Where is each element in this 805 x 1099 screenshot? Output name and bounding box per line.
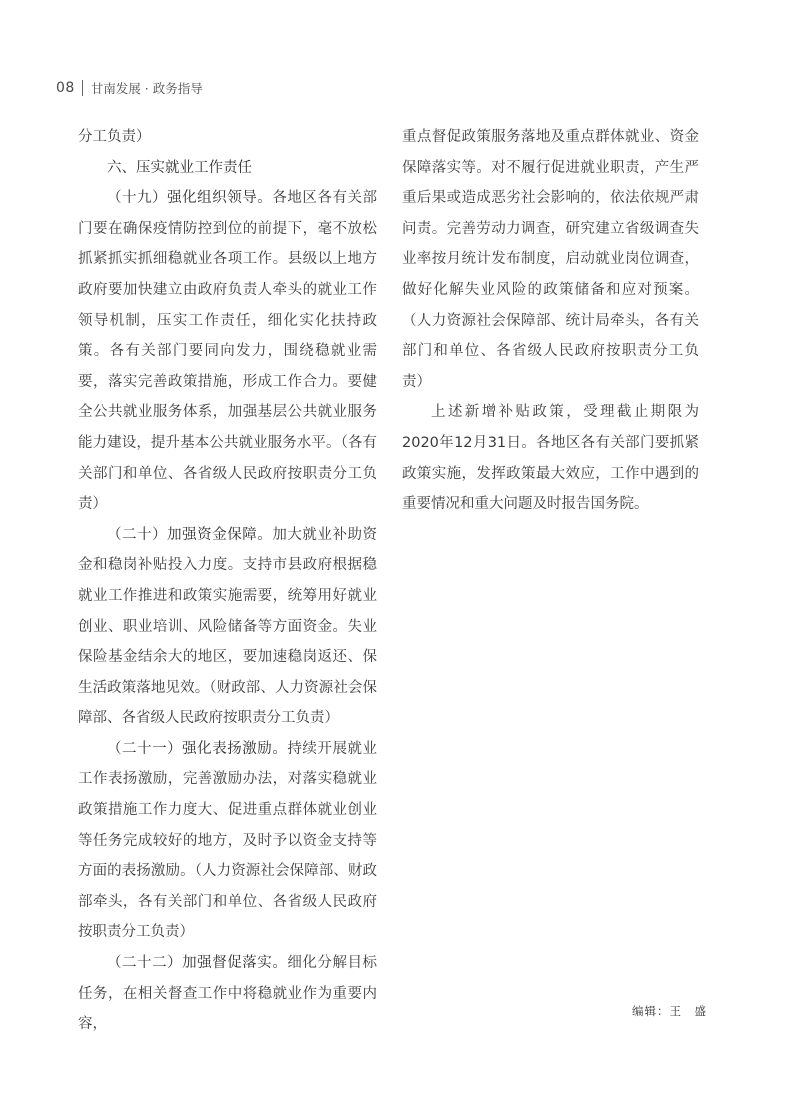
page-number: 08 [56, 80, 75, 96]
paragraph-20 [78, 520, 377, 734]
paragraph-22-continuation: 重点督促政策服务落地及重点群体就业、资金保障落实等。对不履行促进就业职责，产生严重后果或造成恶劣社会影响的，依法依规严肃问责。完善劳动力调查，研究建立省级调查失业率按月统计发布制度，启动就业岗位调查，做好化解失业风险的政策储备和应对预案。（人力资源社会保障部、统计局牵头，各有关部门和单位、各省级人民政府按职责分工负责） [402, 129, 699, 390]
header-divider [82, 80, 83, 96]
paragraph-20-body: 加大就业补助资金和稳岗补贴投入力度。支持市县政府根据稳就业工作推进和政策实施需要，统筹用好就业创业、职业培训、风险储备等方面资金。失业保险基金结余大的地区，要加速稳岗返还、保生活政策落地见效。（财政部、人力资源社会保障部、各省级人民政府按职责分工负责） [78, 526, 378, 727]
section-heading: 六、压实就业工作责任 [107, 159, 252, 176]
paragraph-22-lead: （二十二）加强督促落实。 [107, 955, 288, 972]
paragraph-continuation: 分工负责） [78, 129, 151, 145]
paragraph-19-lead: （十九）强化组织领导。 [107, 190, 273, 207]
paragraph-20-lead: （二十）加强资金保障。 [107, 526, 273, 543]
paragraph-19 [78, 183, 377, 520]
page-header [56, 78, 203, 98]
paragraph-19-body: 各地区各有关部门要在确保疫情防控到位的前提下，毫不放松抓紧抓实抓细稳就业各项工作。县级以上地方政府要加快建立由政府负责人牵头的就业工作领导机制，压实工作责任，细化实化扶持政策。各有关部门要同向发力，围绕稳就业需要，落实完善政策措施，形成工作合力。要健全公共就业服务体系，加强基层公共就业服务能力建设，提升基本公共就业服务水平。（各有关部门和单位、各省级人民政府按职责分工负责） [78, 190, 378, 513]
right-column [402, 122, 699, 520]
paragraph-22-body: 细化分解目标任务，在相关督查工作中将稳就业作为重要内容， [78, 955, 378, 1033]
paragraph-21-body: 持续开展就业工作表扬激励，完善激励办法，对落实稳就业政策措施工作力度大、促进重点群体就业创业等任务完成较好的地方，及时予以资金支持等方面的表扬激励。（人力资源社会保障部、财政部牵头，各有关部门和单位、各省级人民政府按职责分工负责） [78, 740, 378, 941]
paragraph-21-lead: （二十一）强化表扬激励。 [107, 740, 288, 757]
paragraph-21 [78, 734, 377, 948]
left-column [78, 122, 377, 1040]
paragraph-final: 上述新增补贴政策，受理截止期限为2020年12月31日。各地区各有关部门要抓紧政策实施，发挥政策最大效应，工作中遇到的重要情况和重大问题及时报告国务院。 [402, 404, 699, 513]
editor-credit: 编辑：王 盛 [632, 1004, 707, 1018]
journal-title: 甘南发展 · 政务指导 [90, 81, 203, 96]
paragraph-22 [78, 948, 377, 1040]
